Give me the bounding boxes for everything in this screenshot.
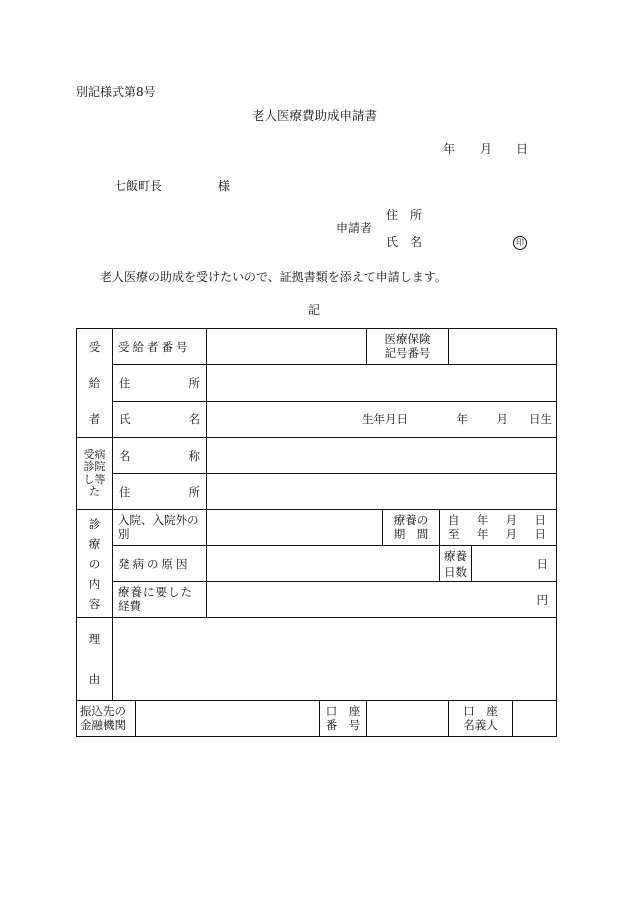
addressee-sama: 様 — [218, 179, 231, 193]
birth-year: 年 — [456, 412, 469, 427]
period-label: 療養の 期 間 — [383, 510, 440, 546]
cause-field[interactable] — [207, 546, 440, 582]
account-name-label: 口 座 名義人 — [449, 701, 513, 737]
days-label: 療養日数 — [440, 546, 472, 582]
body-text: 老人医療の助成を受けたいので、証拠書類を添えて申請します。 — [100, 270, 447, 284]
cause-label: 発病の原因 — [113, 546, 207, 582]
account-number-label: 口 座 番 号 — [320, 701, 367, 737]
hospital-group-cell: 受病 診院 し等 た — [77, 438, 113, 510]
birth-month: 月 — [496, 412, 509, 427]
date-month: 月 — [480, 142, 493, 156]
insurance-number-field[interactable] — [449, 329, 557, 365]
application-table — [76, 328, 557, 737]
period-field[interactable]: 自 年 月 日 至 年 月 日 — [440, 510, 557, 546]
insurance-number-label: 医療保険 記号番号 — [367, 329, 449, 365]
seal-mark: 印 — [513, 235, 527, 250]
recipient-name-field[interactable] — [207, 401, 557, 437]
applicant-label: 申請者 — [336, 221, 373, 235]
bank-label: 振込先の 金融機関 — [77, 701, 136, 737]
hospital-name-label: 名 称 — [113, 438, 207, 474]
reason-label: 理 由 — [77, 618, 113, 701]
cost-label: 療養に要した 経費 — [113, 582, 207, 618]
date-day: 日 — [516, 142, 529, 156]
recipient-number-field[interactable] — [207, 329, 367, 365]
cost-field[interactable]: 円 — [207, 582, 557, 618]
addressee: 七飯町長 — [114, 179, 163, 193]
hospital-address-label: 住 所 — [113, 474, 207, 510]
account-number-field[interactable] — [367, 701, 449, 737]
date-year: 年 — [443, 142, 456, 156]
birth-date-label: 生年月日 — [362, 412, 409, 427]
ki-heading: 記 — [308, 303, 321, 317]
days-field[interactable]: 日 — [472, 546, 557, 582]
hospital-address-field[interactable] — [207, 474, 557, 510]
recipient-char-2: 給 — [88, 376, 101, 390]
hospital-name-field[interactable] — [207, 438, 557, 474]
bank-field[interactable] — [136, 701, 320, 737]
account-name-field[interactable] — [513, 701, 557, 737]
recipient-group-cell — [77, 329, 113, 438]
period-from: 自 — [448, 513, 460, 528]
birth-day: 日生 — [529, 412, 553, 427]
form-number: 別記様式第8号 — [76, 85, 156, 99]
reason-field[interactable] — [113, 618, 557, 701]
inout-field[interactable] — [207, 510, 383, 546]
page-title: 老人医療費助成申請書 — [252, 108, 378, 123]
recipient-address-label: 住 所 — [113, 365, 207, 401]
recipient-char-1: 受 — [88, 340, 101, 354]
recipient-address-field[interactable] — [207, 365, 557, 401]
recipient-name-label: 氏 名 — [113, 401, 207, 437]
applicant-address-label: 住 所 — [386, 208, 423, 222]
recipient-char-3: 者 — [88, 412, 101, 426]
period-to: 至 — [448, 526, 460, 541]
recipient-number-label: 受給者番号 — [113, 329, 207, 365]
treatment-group-cell: 診 療 の 内 容 — [77, 510, 113, 618]
inout-label: 入院、入院外の 別 — [113, 510, 207, 546]
applicant-name-label: 氏 名 — [386, 235, 423, 249]
